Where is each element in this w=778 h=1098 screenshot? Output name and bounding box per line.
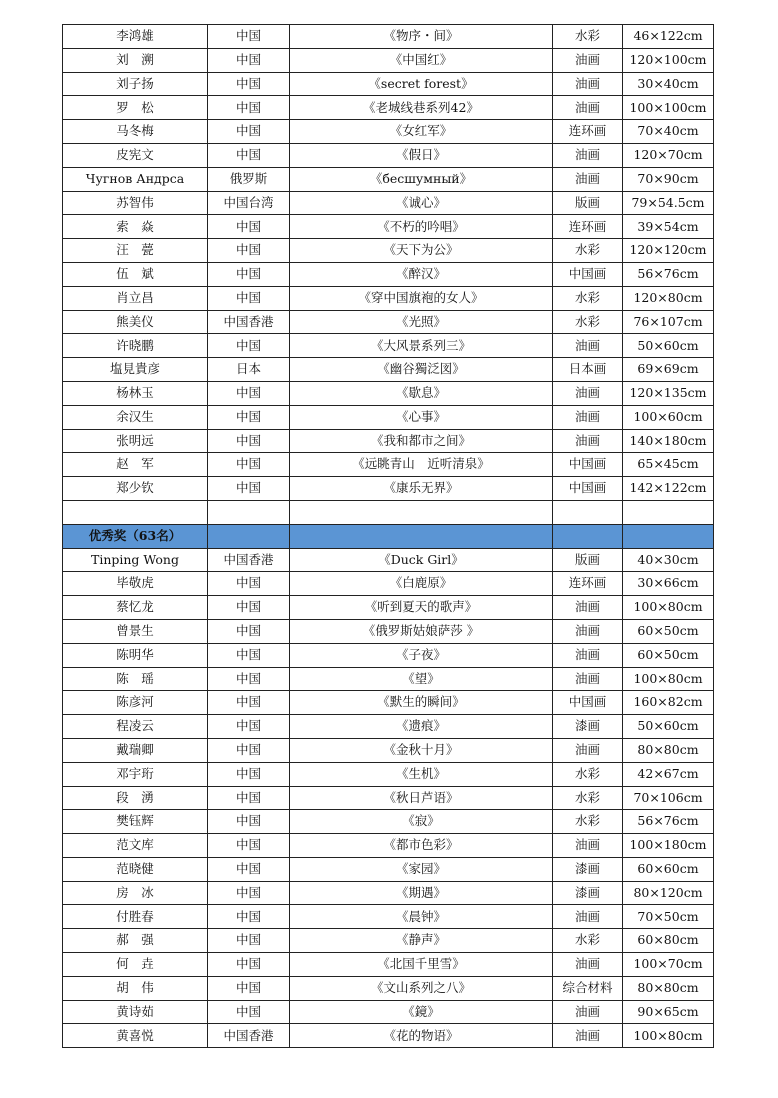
artwork-title-cell: 《假日》 [290,143,553,167]
medium-cell: 油画 [553,1000,623,1024]
medium-cell: 中国画 [553,691,623,715]
size-cell: 100×70cm [623,953,714,977]
country-cell: 中国 [208,453,290,477]
table-row [63,786,714,810]
artist-name-cell: 刘 溯 [63,48,208,72]
size-cell: 60×50cm [623,619,714,643]
table-row [63,381,714,405]
artwork-title-cell: 《晨钟》 [290,905,553,929]
artwork-title-cell: 《中国红》 [290,48,553,72]
artwork-title-cell: 《穿中国旗袍的女人》 [290,286,553,310]
medium-cell: 中国画 [553,477,623,501]
medium-cell: 油画 [553,429,623,453]
artist-name-cell: 肖立昌 [63,286,208,310]
medium-cell: 中国画 [553,453,623,477]
medium-cell: 综合材料 [553,976,623,1000]
country-cell: 中国 [208,953,290,977]
artist-name-cell: 蔡忆龙 [63,596,208,620]
medium-cell: 连环画 [553,572,623,596]
size-cell: 76×107cm [623,310,714,334]
artwork-title-cell: 《都市色彩》 [290,834,553,858]
artwork-title-cell: 《天下为公》 [290,239,553,263]
blank-row [63,500,714,524]
table-row [63,25,714,49]
medium-cell: 油画 [553,643,623,667]
medium-cell: 水彩 [553,239,623,263]
artwork-title-cell: 《心事》 [290,405,553,429]
size-cell: 90×65cm [623,1000,714,1024]
country-cell: 中国 [208,239,290,263]
medium-cell: 油画 [553,381,623,405]
table-row [63,762,714,786]
artist-name-cell: 何 垚 [63,953,208,977]
table-row [63,429,714,453]
size-cell: 56×76cm [623,262,714,286]
artwork-title-cell: 《secret forest》 [290,72,553,96]
table-row [63,262,714,286]
country-cell: 中国 [208,715,290,739]
artist-name-cell: 程凌云 [63,715,208,739]
medium-cell: 中国画 [553,262,623,286]
size-cell: 100×100cm [623,96,714,120]
artist-name-cell: 索 焱 [63,215,208,239]
country-cell: 中国 [208,834,290,858]
size-cell: 100×180cm [623,834,714,858]
artwork-title-cell: 《期遇》 [290,881,553,905]
country-cell: 中国 [208,905,290,929]
country-cell: 中国 [208,1000,290,1024]
table-row [63,667,714,691]
artwork-title-cell: 《歇息》 [290,381,553,405]
table-row [63,120,714,144]
table-row [63,953,714,977]
artist-name-cell: 范文库 [63,834,208,858]
size-cell: 140×180cm [623,429,714,453]
table-row [63,596,714,620]
table-row [63,548,714,572]
country-cell: 中国 [208,286,290,310]
size-cell: 120×80cm [623,286,714,310]
artist-name-cell: 伍 斌 [63,262,208,286]
medium-cell: 油画 [553,96,623,120]
artwork-title-cell: 《金秋十月》 [290,738,553,762]
country-cell: 中国 [208,334,290,358]
size-cell: 56×76cm [623,810,714,834]
size-cell: 70×90cm [623,167,714,191]
artist-name-cell: 郝 强 [63,929,208,953]
artist-name-cell: 赵 军 [63,453,208,477]
country-cell: 中国 [208,405,290,429]
country-cell: 中国 [208,810,290,834]
artist-name-cell: Чугнов Андрсa [63,167,208,191]
country-cell: 中国 [208,667,290,691]
section-separator [63,500,714,548]
artist-name-cell: 罗 松 [63,96,208,120]
artist-name-cell: 熊美仪 [63,310,208,334]
country-cell: 中国 [208,96,290,120]
country-cell: 中国 [208,643,290,667]
medium-cell: 油画 [553,738,623,762]
country-cell: 中国 [208,596,290,620]
artist-name-cell: 黄诗茹 [63,1000,208,1024]
medium-cell: 油画 [553,1024,623,1048]
size-cell: 39×54cm [623,215,714,239]
medium-cell: 油画 [553,334,623,358]
artist-name-cell: 邓宇珩 [63,762,208,786]
table-row [63,405,714,429]
size-cell: 40×30cm [623,548,714,572]
country-cell: 中国台湾 [208,191,290,215]
table-row [63,691,714,715]
size-cell: 100×80cm [623,1024,714,1048]
size-cell: 60×80cm [623,929,714,953]
size-cell: 60×60cm [623,857,714,881]
artwork-title-cell: 《花的物语》 [290,1024,553,1048]
artwork-title-cell: 《光照》 [290,310,553,334]
table-row [63,810,714,834]
table-row [63,239,714,263]
artist-name-cell: 杨林玉 [63,381,208,405]
table-row [63,834,714,858]
medium-cell: 水彩 [553,310,623,334]
artist-name-cell: 陈 瑶 [63,667,208,691]
table-row [63,1000,714,1024]
size-cell: 120×120cm [623,239,714,263]
table-row [63,310,714,334]
section-title: 优秀奖（63名） [63,524,208,548]
table-row [63,191,714,215]
country-cell: 中国 [208,25,290,49]
medium-cell: 油画 [553,72,623,96]
artist-name-cell: 张明远 [63,429,208,453]
country-cell: 中国 [208,762,290,786]
table-row [63,976,714,1000]
country-cell: 俄罗斯 [208,167,290,191]
medium-cell: 油画 [553,953,623,977]
table-row [63,857,714,881]
artwork-title-cell: 《老城线巷系列42》 [290,96,553,120]
size-cell: 30×40cm [623,72,714,96]
artist-name-cell: 余汉生 [63,405,208,429]
artwork-title-cell: 《物序・间》 [290,25,553,49]
country-cell: 中国 [208,619,290,643]
artwork-title-cell: 《醉汉》 [290,262,553,286]
country-cell: 中国香港 [208,310,290,334]
medium-cell: 漆画 [553,857,623,881]
artist-name-cell: 苏智伟 [63,191,208,215]
country-cell: 中国香港 [208,1024,290,1048]
table-row [63,48,714,72]
size-cell: 46×122cm [623,25,714,49]
medium-cell: 漆画 [553,881,623,905]
artist-name-cell: 房 冰 [63,881,208,905]
country-cell: 中国香港 [208,548,290,572]
artist-name-cell: 汪 甍 [63,239,208,263]
medium-cell: 水彩 [553,786,623,810]
country-cell: 中国 [208,929,290,953]
size-cell: 50×60cm [623,715,714,739]
artwork-title-cell: 《遗痕》 [290,715,553,739]
artist-name-cell: 郑少钦 [63,477,208,501]
artwork-title-cell: 《望》 [290,667,553,691]
table-row [63,215,714,239]
table-row [63,72,714,96]
artist-name-cell: Tinping Wong [63,548,208,572]
artist-name-cell: 戴瑞卿 [63,738,208,762]
size-cell: 142×122cm [623,477,714,501]
country-cell: 中国 [208,429,290,453]
country-cell: 中国 [208,477,290,501]
medium-cell: 水彩 [553,762,623,786]
artist-name-cell: 毕敬虎 [63,572,208,596]
artist-name-cell: 付胜春 [63,905,208,929]
artwork-title-cell: 《文山系列之八》 [290,976,553,1000]
section-header-row [63,524,714,548]
medium-cell: 油画 [553,834,623,858]
artwork-title-cell: 《家园》 [290,857,553,881]
artist-name-cell: 皮宪文 [63,143,208,167]
medium-cell: 油画 [553,596,623,620]
size-cell: 120×70cm [623,143,714,167]
artist-name-cell: 塩見貴彦 [63,358,208,382]
artist-name-cell: 刘子扬 [63,72,208,96]
country-cell: 中国 [208,786,290,810]
artist-name-cell: 黄喜悦 [63,1024,208,1048]
table-row [63,453,714,477]
size-cell: 70×40cm [623,120,714,144]
artwork-title-cell: 《俄罗斯姑娘萨莎 》 [290,619,553,643]
medium-cell: 连环画 [553,120,623,144]
country-cell: 中国 [208,857,290,881]
medium-cell: 油画 [553,143,623,167]
award-rows-bottom [63,548,714,1048]
country-cell: 中国 [208,572,290,596]
country-cell: 中国 [208,976,290,1000]
medium-cell: 水彩 [553,929,623,953]
artwork-title-cell: 《Duck Girl》 [290,548,553,572]
artwork-title-cell: 《默生的瞬间》 [290,691,553,715]
medium-cell: 连环画 [553,215,623,239]
country-cell: 中国 [208,72,290,96]
artist-name-cell: 段 湧 [63,786,208,810]
table-row [63,715,714,739]
medium-cell: 油画 [553,167,623,191]
artwork-title-cell: 《静声》 [290,929,553,953]
country-cell: 日本 [208,358,290,382]
medium-cell: 油画 [553,905,623,929]
medium-cell: 日本画 [553,358,623,382]
medium-cell: 漆画 [553,715,623,739]
country-cell: 中国 [208,215,290,239]
size-cell: 60×50cm [623,643,714,667]
artwork-title-cell: 《幽谷獨泛図》 [290,358,553,382]
size-cell: 65×45cm [623,453,714,477]
country-cell: 中国 [208,120,290,144]
country-cell: 中国 [208,143,290,167]
medium-cell: 水彩 [553,286,623,310]
artwork-title-cell: 《听到夏天的歌声》 [290,596,553,620]
medium-cell: 版画 [553,548,623,572]
table-row [63,143,714,167]
medium-cell: 版画 [553,191,623,215]
artwork-title-cell: 《远眺青山 近听清泉》 [290,453,553,477]
medium-cell: 油画 [553,48,623,72]
artwork-title-cell: 《秋日芦语》 [290,786,553,810]
size-cell: 70×50cm [623,905,714,929]
artwork-title-cell: 《子夜》 [290,643,553,667]
country-cell: 中国 [208,881,290,905]
country-cell: 中国 [208,262,290,286]
medium-cell: 水彩 [553,810,623,834]
country-cell: 中国 [208,48,290,72]
size-cell: 50×60cm [623,334,714,358]
size-cell: 42×67cm [623,762,714,786]
size-cell: 100×60cm [623,405,714,429]
size-cell: 80×120cm [623,881,714,905]
size-cell: 80×80cm [623,738,714,762]
artist-name-cell: 许晓鹏 [63,334,208,358]
artwork-title-cell: 《诚心》 [290,191,553,215]
table-row [63,358,714,382]
artist-name-cell: 李鸿雄 [63,25,208,49]
size-cell: 70×106cm [623,786,714,810]
size-cell: 100×80cm [623,596,714,620]
table-row [63,881,714,905]
size-cell: 69×69cm [623,358,714,382]
country-cell: 中国 [208,691,290,715]
size-cell: 79×54.5cm [623,191,714,215]
medium-cell: 水彩 [553,25,623,49]
artwork-title-cell: 《бесшумный》 [290,167,553,191]
table-row [63,1024,714,1048]
size-cell: 160×82cm [623,691,714,715]
artwork-title-cell: 《鏡》 [290,1000,553,1024]
table-row [63,477,714,501]
medium-cell: 油画 [553,405,623,429]
table-row [63,929,714,953]
table-row [63,572,714,596]
award-rows-top [63,25,714,501]
table-row [63,619,714,643]
size-cell: 30×66cm [623,572,714,596]
artwork-title-cell: 《我和都市之间》 [290,429,553,453]
artist-name-cell: 樊钰辉 [63,810,208,834]
artist-name-cell: 陈彦河 [63,691,208,715]
size-cell: 120×100cm [623,48,714,72]
table-row [63,738,714,762]
country-cell: 中国 [208,738,290,762]
artwork-title-cell: 《不朽的吟唱》 [290,215,553,239]
artist-name-cell: 马冬梅 [63,120,208,144]
table-row [63,167,714,191]
artist-name-cell: 范晓健 [63,857,208,881]
table-row [63,643,714,667]
artwork-title-cell: 《白鹿原》 [290,572,553,596]
table-row [63,96,714,120]
medium-cell: 油画 [553,667,623,691]
country-cell: 中国 [208,381,290,405]
artwork-title-cell: 《北国千里雪》 [290,953,553,977]
size-cell: 80×80cm [623,976,714,1000]
medium-cell: 油画 [553,619,623,643]
artwork-title-cell: 《康乐无界》 [290,477,553,501]
artist-name-cell: 胡 伟 [63,976,208,1000]
awards-table [62,24,714,1048]
artwork-title-cell: 《生机》 [290,762,553,786]
artwork-title-cell: 《寂》 [290,810,553,834]
table-row [63,905,714,929]
table-row [63,286,714,310]
artwork-title-cell: 《女红军》 [290,120,553,144]
size-cell: 100×80cm [623,667,714,691]
artwork-title-cell: 《大风景系列三》 [290,334,553,358]
size-cell: 120×135cm [623,381,714,405]
artist-name-cell: 陈明华 [63,643,208,667]
table-row [63,334,714,358]
artist-name-cell: 曾景生 [63,619,208,643]
